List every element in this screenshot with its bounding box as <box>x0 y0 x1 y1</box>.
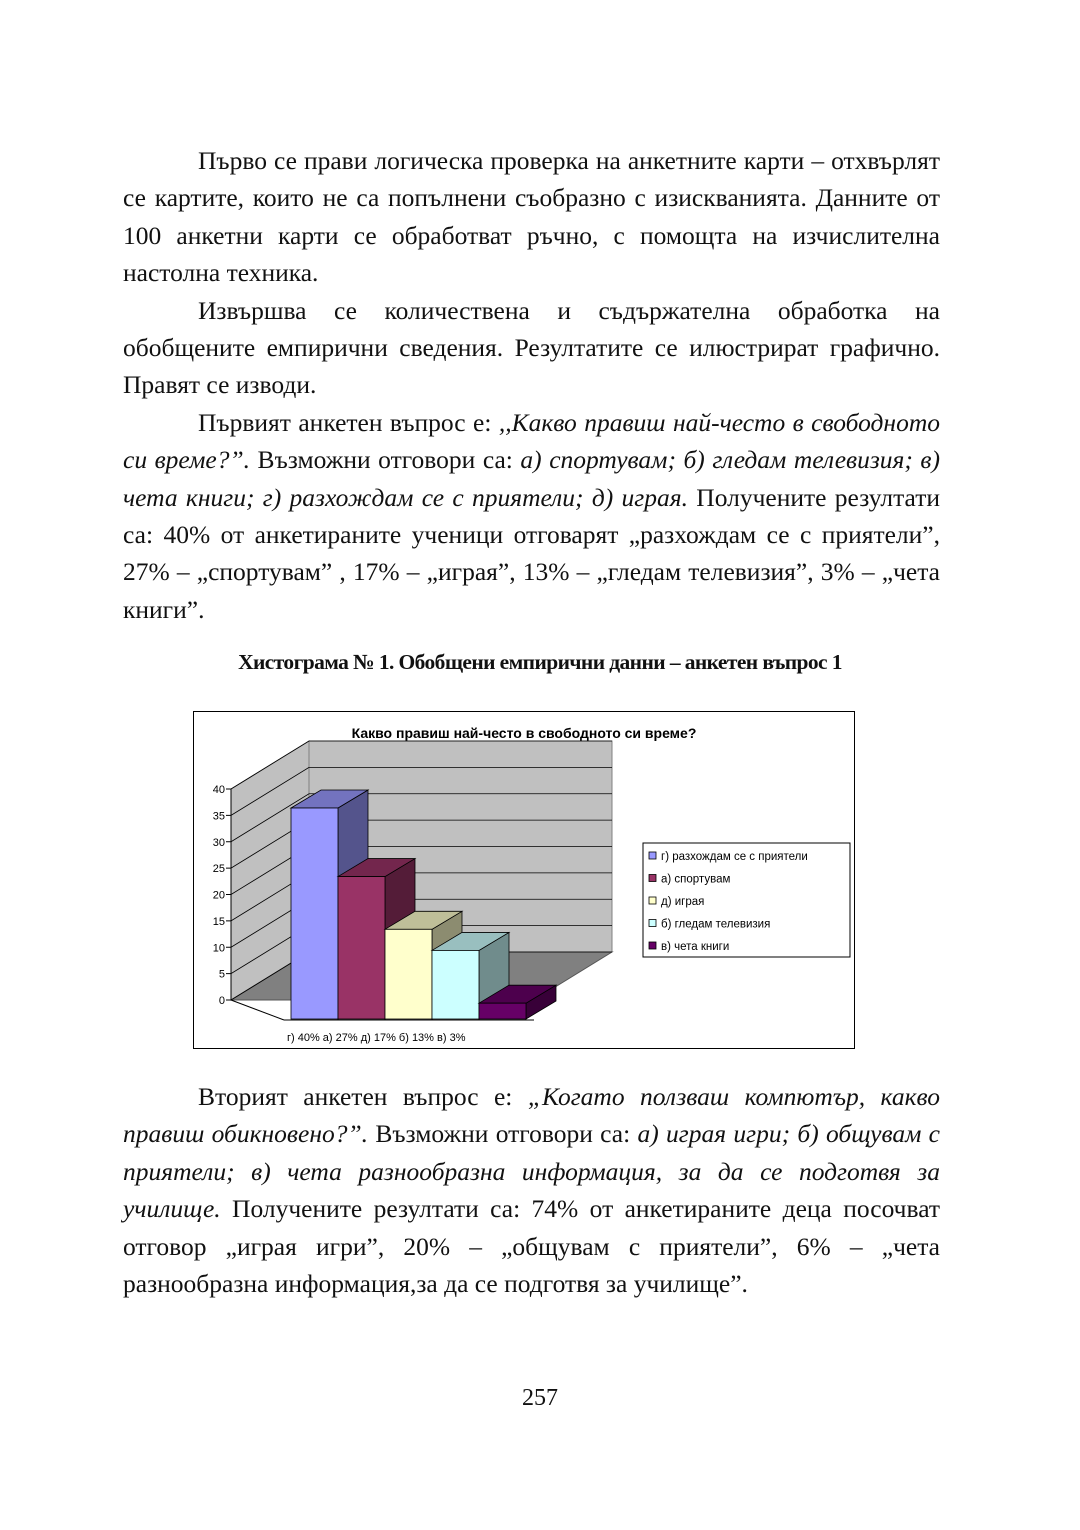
histogram-chart <box>193 711 855 1049</box>
question-2-options: а) играя игри; б) общувам с приятели; в) чета разнообразна информация, за да се подготвя за училище. <box>123 1119 940 1224</box>
x-axis-front-edge <box>231 1000 284 1020</box>
bar-front <box>338 877 385 1019</box>
histogram-caption: Хистограма № 1. Обобщени емпирични данни – анкетен въпрос 1 <box>238 650 842 674</box>
legend-swatch <box>649 942 656 949</box>
bar-front <box>291 808 338 1019</box>
bar-front <box>479 1003 526 1019</box>
question-1-text: ,,Какво правиш най-често в свободното си време?”. <box>123 407 940 475</box>
page-number: 257 <box>522 1385 558 1411</box>
chart-title: Какво правиш най-често в свободното си време? <box>351 725 697 741</box>
y-tick-label: 0 <box>218 995 225 1007</box>
y-tick-label: 10 <box>212 942 225 955</box>
paragraph-3-lead: Първият анкетен въпрос е: <box>198 407 499 437</box>
question-1-options: а) спортувам; б) гледам телевизия; в) чета книги; г) разхождам се с приятели; д) играя. <box>123 445 940 512</box>
paragraph-3-mid: Възможни отговори са: <box>250 445 521 475</box>
second-question-text <box>123 1078 940 1302</box>
y-tick-label: 30 <box>212 836 225 849</box>
legend-label: г) разхождам се с приятели <box>661 851 808 863</box>
paragraph-4-mid: Възможни отговори са: <box>368 1119 638 1149</box>
intro-text <box>123 142 940 628</box>
x-axis-category-labels: г) 40% а) 27% д) 17% б) 13% в) 3% <box>287 1032 466 1044</box>
paragraph-3-results: Получените резултати са: 40% от анкетираните ученици отговарят „разхождам се с приятели”, 27% – „спортувам” , 17% – „играя”, 13% – „гледам телевизия”, 3% – „чета книги”. <box>123 482 940 624</box>
legend-swatch <box>649 875 656 882</box>
legend-swatch <box>649 897 656 904</box>
y-tick-label: 40 <box>212 784 225 796</box>
legend-swatch <box>649 920 656 927</box>
legend-label: б) гледам телевизия <box>661 918 771 931</box>
legend-label: в) чета книги <box>661 941 730 953</box>
y-tick-label: 25 <box>212 863 225 876</box>
bar-front <box>432 950 479 1019</box>
legend-swatch <box>649 852 656 859</box>
y-tick-label: 35 <box>212 810 225 823</box>
bar-front <box>385 929 432 1019</box>
question-2-text: „Когато ползваш компютър, какво правиш обикновено?”. <box>123 1082 940 1149</box>
paragraph-4 <box>123 1078 940 1302</box>
y-tick-label: 15 <box>212 915 225 928</box>
paragraph-3 <box>123 404 940 628</box>
legend-label: д) играя <box>661 896 705 908</box>
legend-label: а) спортувам <box>661 873 731 886</box>
paragraph-4-results: Получените резултати са: 74% от анкетираните деца посочват отговор „играя игри”, 20% – „общувам с приятели”, 6% – „чета разнообразна информация,за да се подготвя за училище”. <box>123 1194 940 1299</box>
chart-canvas <box>194 712 854 1048</box>
paragraph-1: Първо се прави логическа проверка на анкетните карти – отхвърлят се картите, които не са попълнени съобразно с изискванията. Данните от 100 анкетни карти се обработват ръчно, с помощта на изчислителна настолна техника. <box>123 146 940 288</box>
paragraph-4-lead: Вторият анкетен въпрос е: <box>198 1082 528 1111</box>
y-tick-label: 5 <box>218 968 225 981</box>
paragraph-2: Извършва се количествена и съдържателна обработка на обобщените емпирични сведения. Резултатите се илюстрират графично. Правят се изводи. <box>123 295 940 400</box>
y-tick-label: 20 <box>212 889 225 902</box>
chart-legend <box>643 843 850 957</box>
